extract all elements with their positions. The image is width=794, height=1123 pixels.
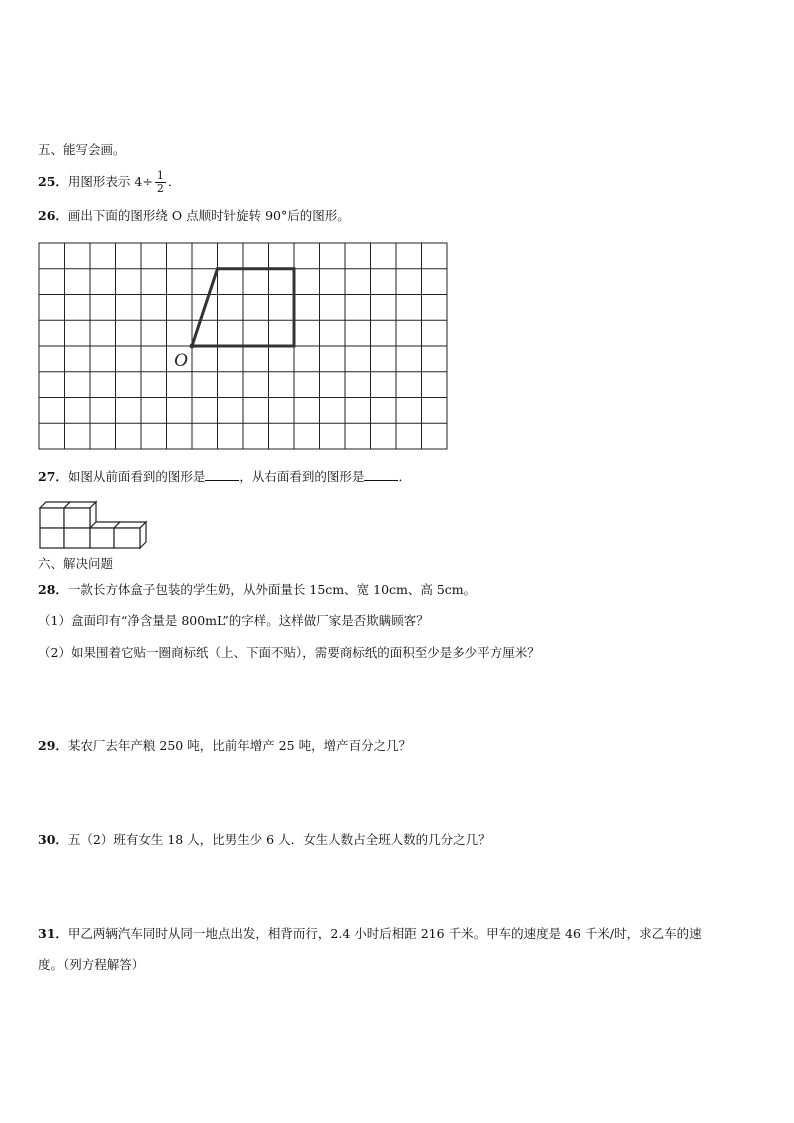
fraction-numerator: 1 [156,169,164,182]
bottom-cube-3-front [90,528,114,548]
bottom-cube-4-front [114,528,140,548]
question-number: 25． [38,174,68,189]
question-25 [38,170,180,195]
question-28-part-2: （2）如果围着它贴一圈商标纸（上、下面不贴），需要商标纸的面积至少是多少平方厘米？ [38,645,540,660]
question-number: 28． [38,582,68,597]
question-29 [38,738,411,754]
question-text-part2: ，从右面看到的图形是 [239,469,365,484]
bottom-cube-1-front [40,528,64,548]
question-number: 27． [38,469,68,484]
question-number: 26． [38,208,68,223]
question-end: ． [167,174,181,189]
cube-stack [40,502,146,548]
fraction-denominator: 2 [156,182,164,195]
question-text: 一款长方体盒子包装的学生奶，从外面量长 15cm、宽 10cm、高 5cm。 [67,582,477,597]
section-5-heading: 五、能写会画。 [38,142,126,157]
question-26 [38,208,350,224]
question-27 [38,468,411,485]
question-number: 30． [38,832,68,847]
question-text: 五（2）班有女生 18 人，比男生少 6 人．女生人数占全班人数的几分之几？ [67,832,491,847]
bottom-cube-2-front [64,528,90,548]
fraction [155,170,166,195]
question-31-continued: 度。（列方程解答） [38,957,145,972]
question-text: 画出下面的图形绕 O 点顺时针旋转 90°后的图形。 [67,208,350,223]
top-cube-1-front [40,508,64,528]
question-28-part-1: （1）盒面印有“净含量是 800mL”的字样。这样做厂家是否欺瞒顾客？ [38,613,429,628]
question-number: 29． [38,738,68,753]
top-cube-2-front [64,508,90,528]
question-text: 甲乙两辆汽车同时从同一地点出发，相背而行，2.4 小时后相距 216 千米。甲车的速度是 46 千米/时，求乙车的速 [67,926,702,941]
rotation-grid-figure [38,242,450,452]
question-end: ． [398,469,411,484]
question-31 [38,926,702,942]
question-number: 31． [38,926,68,941]
origin-label: O [174,350,188,371]
question-text: 某农厂去年产粮 250 吨，比前年增产 25 吨，增产百分之几？ [67,738,412,753]
section-6-heading: 六、解决问题 [38,556,114,571]
question-28 [38,582,476,598]
origin-point [190,344,195,349]
answer-blank-front[interactable] [205,468,239,481]
question-text: 用图形表示 4÷ [67,174,153,189]
question-text-part1: 如图从前面看到的图形是 [67,469,206,484]
question-30 [38,832,491,848]
cube-blocks-figure [38,500,150,552]
answer-blank-right[interactable] [364,468,398,481]
